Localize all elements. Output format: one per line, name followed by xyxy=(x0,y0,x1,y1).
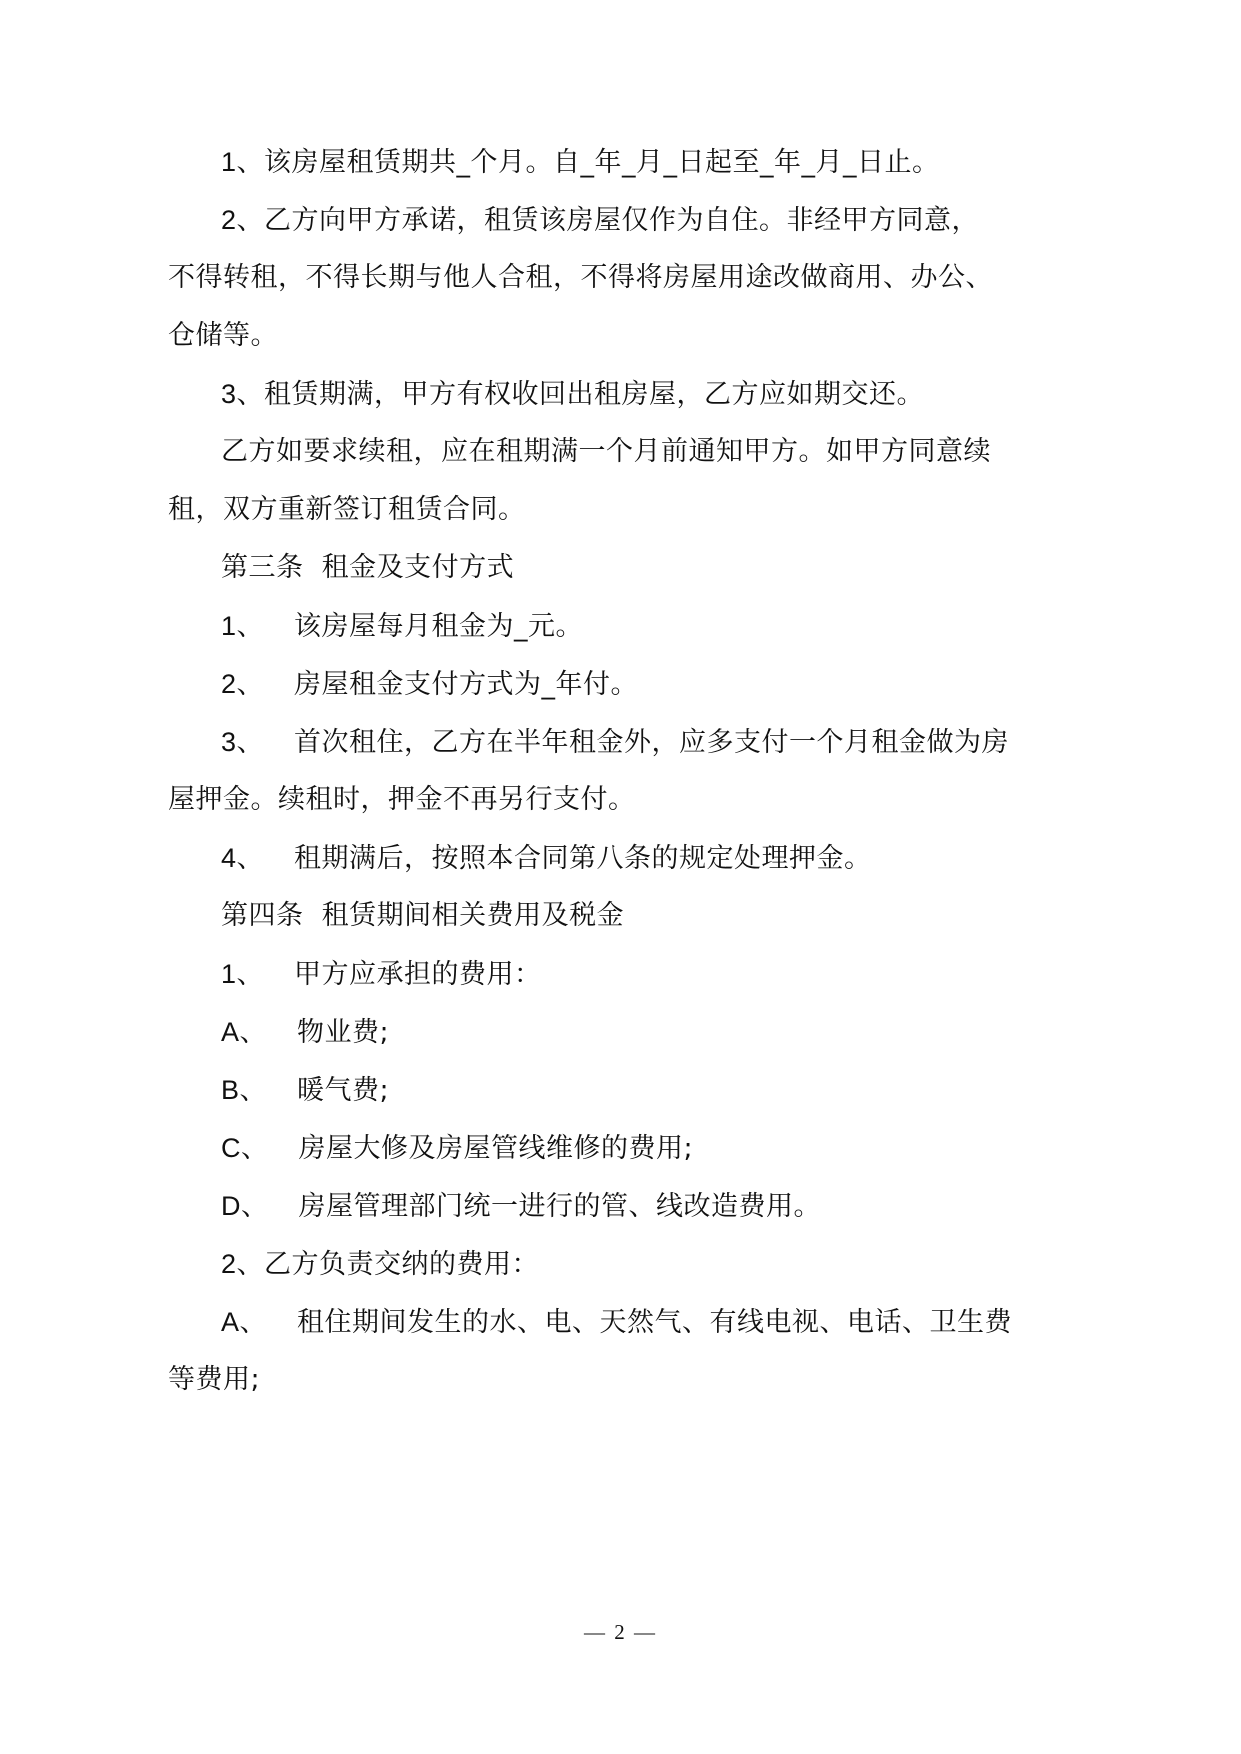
line-text: 、乙方负责交纳的费用： xyxy=(236,1249,540,1280)
text-line xyxy=(221,606,583,647)
item-number: 2 xyxy=(221,669,237,699)
text-line xyxy=(168,1360,260,1400)
line-text: 等费用; xyxy=(168,1364,261,1395)
text-line xyxy=(221,1128,693,1169)
line-text: 屋押金。续租时，押金不再另行支付。 xyxy=(168,784,636,815)
line-text: 租住期间发生的水、电、天然气、有线电视、电话、卫生费 xyxy=(297,1307,1013,1338)
item-letter: B xyxy=(221,1075,240,1105)
text-line xyxy=(221,374,924,415)
text-line xyxy=(168,490,526,530)
line-text: 租期满后，按照本合同第八条的规定处理押金。 xyxy=(294,843,872,874)
item-number: 1 xyxy=(221,611,237,641)
text-line xyxy=(221,838,872,879)
line-text: 、乙方向甲方承诺，租赁该房屋仅作为自住。非经甲方同意， xyxy=(236,205,980,236)
item-separator: 、 xyxy=(236,611,265,642)
page-number: — 2 — xyxy=(584,1620,657,1644)
item-letter: C xyxy=(221,1133,241,1163)
item-number: 3 xyxy=(221,379,237,409)
item-separator: 、 xyxy=(241,1191,269,1222)
item-number: 3 xyxy=(221,727,237,757)
item-number: 2 xyxy=(221,1249,237,1279)
line-text: 该房屋每月租金为_元。 xyxy=(294,611,584,642)
text-line xyxy=(221,200,979,241)
item-letter: A xyxy=(221,1017,240,1047)
text-line xyxy=(221,1070,389,1111)
item-number: 2 xyxy=(221,205,237,235)
item-separator: 、 xyxy=(239,1307,268,1338)
line-text: 甲方应承担的费用： xyxy=(294,959,542,990)
text-line xyxy=(168,780,636,820)
item-separator: 、 xyxy=(239,1075,268,1106)
line-text: 房屋大修及房屋管线维修的费用; xyxy=(298,1133,694,1164)
line-text: 仓储等。 xyxy=(168,320,278,351)
item-number: 4 xyxy=(221,843,237,873)
line-text: 乙方如要求续租，应在租期满一个月前通知甲方。如甲方同意续 xyxy=(221,436,991,467)
line-text: 房屋管理部门统一进行的管、线改造费用。 xyxy=(298,1191,821,1222)
item-letter: D xyxy=(221,1191,241,1221)
line-text: 暖气费; xyxy=(297,1075,390,1106)
text-line xyxy=(221,142,940,183)
text-line xyxy=(221,722,1009,763)
line-text: 、租赁期满，甲方有权收回出租房屋，乙方应如期交还。 xyxy=(236,379,925,410)
item-separator: 、 xyxy=(241,1133,269,1164)
text-line xyxy=(221,432,991,472)
section-heading xyxy=(221,896,624,936)
item-separator: 、 xyxy=(239,1017,268,1048)
item-separator: 、 xyxy=(236,843,265,874)
line-text: 租，双方重新签订租赁合同。 xyxy=(168,494,526,525)
text-line xyxy=(221,1244,539,1285)
line-text: 不得转租，不得长期与他人合租，不得将房屋用途改做商用、办公、 xyxy=(168,262,993,293)
line-text: 首次租住，乙方在半年租金外，应多支付一个月租金做为房 xyxy=(294,727,1010,758)
item-number: 1 xyxy=(221,147,237,177)
text-line xyxy=(168,316,278,356)
item-number: 1 xyxy=(221,959,237,989)
text-line xyxy=(221,1302,1012,1343)
line-text: 房屋租金支付方式为_年付。 xyxy=(294,669,639,700)
line-text: 第四条 租赁期间相关费用及税金 xyxy=(221,900,625,931)
line-text: 物业费; xyxy=(297,1017,390,1048)
text-line xyxy=(221,1186,821,1227)
item-separator: 、 xyxy=(236,669,265,700)
text-line xyxy=(221,1012,389,1053)
item-letter: A xyxy=(221,1307,240,1337)
item-separator: 、 xyxy=(236,959,265,990)
item-separator: 、 xyxy=(236,727,265,758)
line-text: 第三条 租金及支付方式 xyxy=(221,552,515,583)
line-text: 、该房屋租赁期共_个月。自_年_月_日起至_年_月_日止。 xyxy=(236,147,940,178)
text-line xyxy=(221,664,638,705)
text-line xyxy=(168,258,993,298)
text-line xyxy=(221,954,542,995)
section-heading xyxy=(221,548,514,588)
